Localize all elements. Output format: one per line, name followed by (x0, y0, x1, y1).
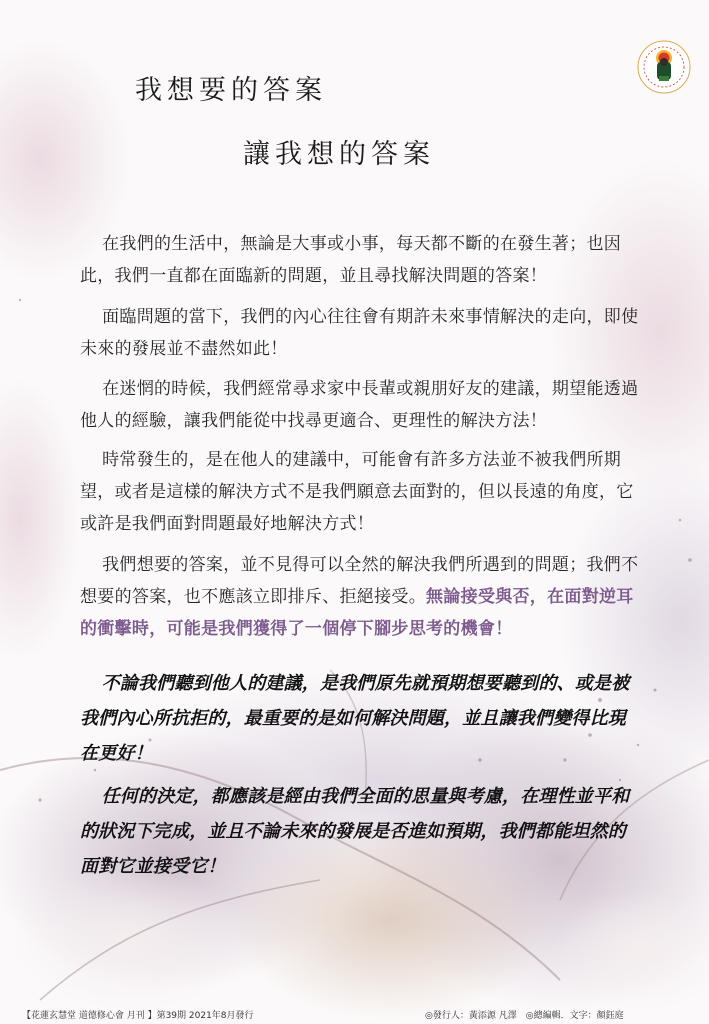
footer-credits: ◎發行人：黃添源 凡澤 ◎總編輯．文字：顏鈺庭 (425, 1011, 624, 1021)
title-line-1: 我想要的答案 (135, 75, 327, 106)
paragraph-5 (80, 549, 640, 645)
bold-paragraph-2: 任何的決定，都應該是經由我們全面的思量與考慮，在理性並平和的狀況下完成，並且不論未來的發展是否進如預期，我們都能坦然的面對它並接受它！ (80, 786, 630, 877)
footer-publication-info: 【花蓮玄慧堂 道德修心會 月刊 】第39期 2021年8月發行 (22, 1011, 254, 1021)
paragraph-2: 面臨問題的當下，我們的內心往往會有期許未來事情解決的走向，即使未來的發展並不盡然如此！ (80, 307, 639, 359)
paragraph-3: 在迷惘的時候，我們經常尋求家中長輩或親朋好友的建議，期望能透過他人的經驗，讓我們能從中找尋更適合、更理性的解決方法！ (80, 379, 639, 431)
paragraph-4: 時常發生的，是在他人的建議中，可能會有許多方法並不被我們所期望，或者是這樣的解決方式不是我們願意去面對的，但以長遠的角度，它或許是我們面對問題最好地解決方式！ (80, 450, 634, 534)
page-footer (0, 1003, 709, 1024)
bold-paragraph-1: 不論我們聽到他人的建議，是我們原先就預期想要聽到的、或是被我們內心所抗拒的，最重要的是如何解決問題，並且讓我們變得比現在更好！ (80, 673, 630, 764)
title-line-2: 讓我想的答案 (243, 139, 435, 170)
article-body (80, 228, 640, 892)
closing-section (80, 666, 640, 884)
paragraph-1: 在我們的生活中，無論是大事或小事，每天都不斷的在發生著；也因此，我們一直都在面臨新的問題，並且尋找解決問題的答案！ (80, 234, 622, 286)
paragraph-5-text: 我們想要的答案，並不見得可以全然的解決我們所遇到的問題；我們不想要的答案，也不應該立即排斥、拒絕接受。 (80, 555, 639, 607)
paragraph-5-highlight: 無論接受與否，在面對逆耳的衝擊時，可能是我們獲得了一個停下腳步思考的機會！ (80, 587, 634, 639)
temple-logo-icon (637, 40, 691, 94)
